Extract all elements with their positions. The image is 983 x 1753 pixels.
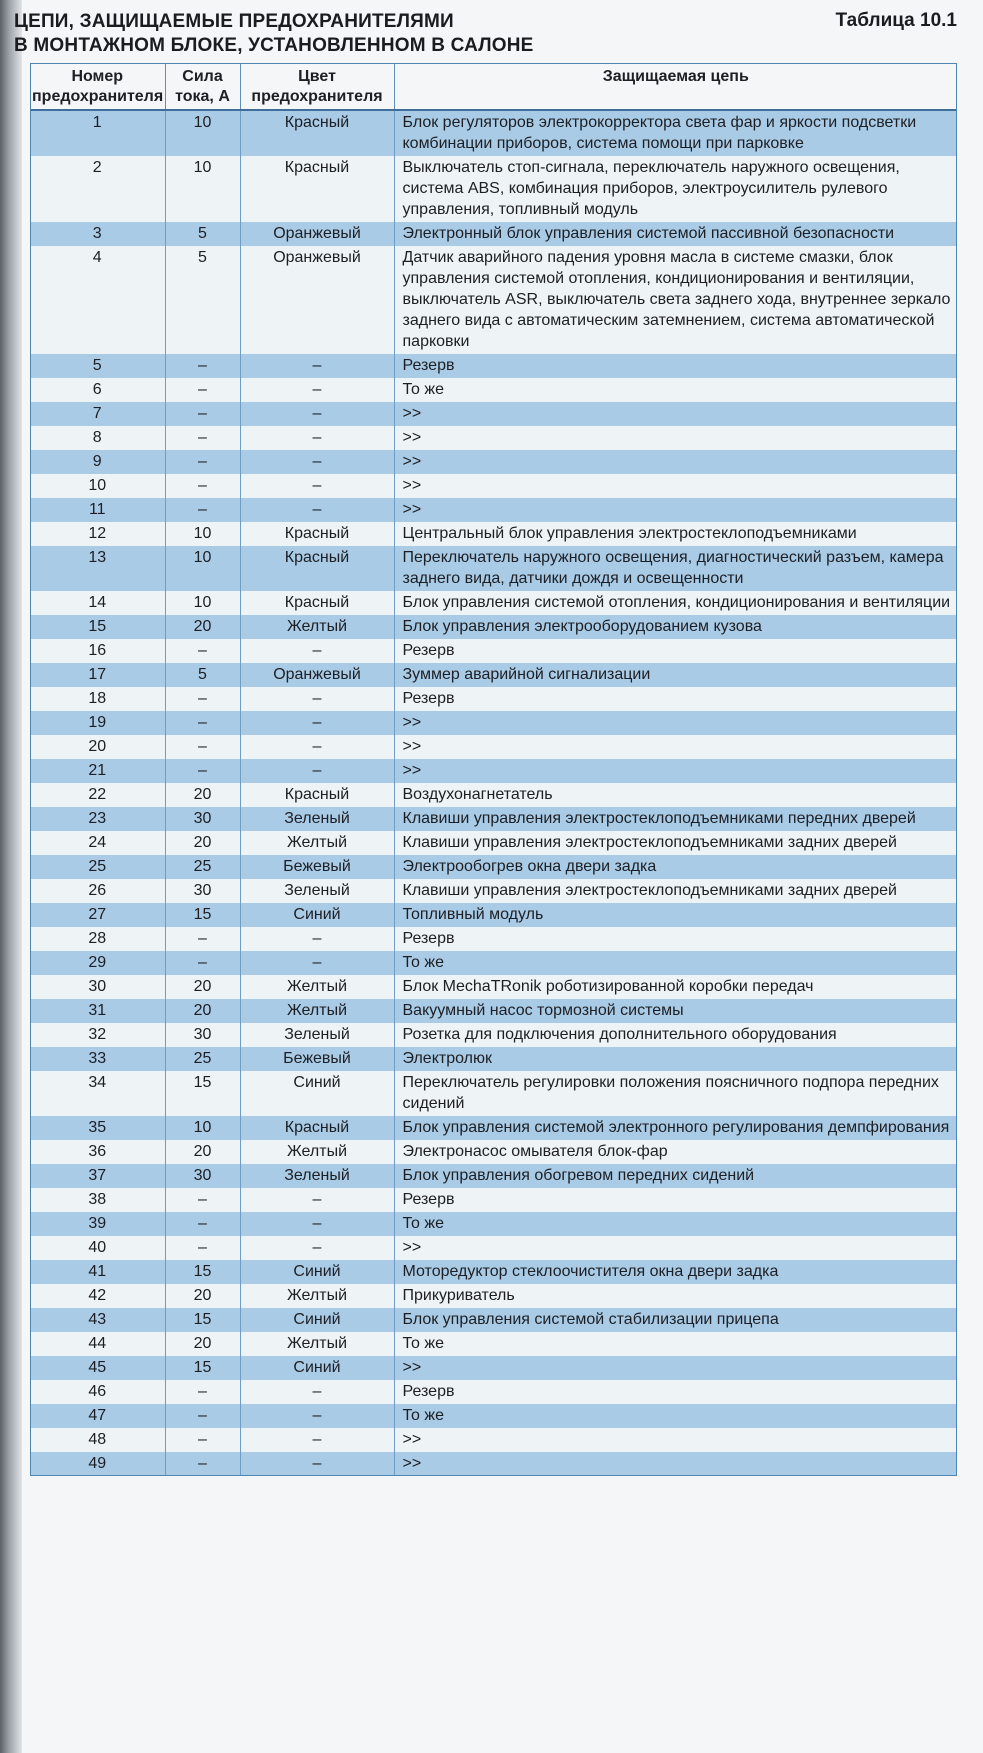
circuit-description-cell: >> [394,759,957,783]
circuit-description-cell: Центральный блок управления электростеклоподъемниками [394,522,957,546]
table-row [30,222,957,246]
fuse-number-cell: 14 [30,591,165,615]
fuse-color-cell: – [240,1452,394,1476]
fuse-number-cell: 35 [30,1116,165,1140]
circuit-description-cell: Топливный модуль [394,903,957,927]
fuse-number-cell: 24 [30,831,165,855]
fuse-number-cell: 38 [30,1188,165,1212]
circuit-description-cell: Клавиши управления электростеклоподъемниками задних дверей [394,831,957,855]
circuit-description-cell: >> [394,426,957,450]
header-fuse-color: Цвет предохранителя [240,63,394,110]
fuse-color-cell: – [240,951,394,975]
circuit-description-cell: Блок MechaTRonik роботизированной коробки передач [394,975,957,999]
circuit-description-cell: Резерв [394,927,957,951]
current-cell: – [165,1452,240,1476]
table-row [30,1260,957,1284]
fuse-number-cell: 37 [30,1164,165,1188]
table-row [30,999,957,1023]
table-row [30,1116,957,1140]
fuse-number-cell: 11 [30,498,165,522]
fuse-color-cell: Зеленый [240,879,394,903]
fuse-number-cell: 46 [30,1380,165,1404]
current-cell: 20 [165,999,240,1023]
table-row [30,498,957,522]
fuse-number-cell: 17 [30,663,165,687]
current-cell: 15 [165,903,240,927]
table-row [30,1404,957,1428]
table-row [30,975,957,999]
fuse-number-cell: 12 [30,522,165,546]
circuit-description-cell: Резерв [394,1380,957,1404]
table-row [30,1164,957,1188]
current-cell: – [165,474,240,498]
table-row [30,687,957,711]
fuse-number-cell: 30 [30,975,165,999]
circuit-description-cell: То же [394,1332,957,1356]
table-row [30,402,957,426]
current-cell: 10 [165,546,240,591]
circuit-description-cell: Резерв [394,639,957,663]
current-cell: 30 [165,1164,240,1188]
fuse-number-cell: 22 [30,783,165,807]
fuse-color-cell: Красный [240,1116,394,1140]
fuse-number-cell: 32 [30,1023,165,1047]
current-cell: – [165,498,240,522]
circuit-description-cell: Прикуриватель [394,1284,957,1308]
table-row [30,735,957,759]
circuit-description-cell: Резерв [394,354,957,378]
circuit-description-cell: Электрообогрев окна двери задка [394,855,957,879]
fuse-number-cell: 42 [30,1284,165,1308]
table-row [30,903,957,927]
fuse-number-cell: 25 [30,855,165,879]
fuse-number-cell: 18 [30,687,165,711]
table-row [30,1428,957,1452]
circuit-description-cell: То же [394,951,957,975]
fuse-color-cell: – [240,759,394,783]
fuse-number-cell: 31 [30,999,165,1023]
fuse-color-cell: Зеленый [240,1023,394,1047]
fuse-number-cell: 8 [30,426,165,450]
circuit-description-cell: То же [394,1212,957,1236]
fuse-color-cell: Синий [240,1308,394,1332]
current-cell: 25 [165,1047,240,1071]
table-header-row [30,63,957,110]
table-row [30,546,957,591]
table-row [30,1188,957,1212]
fuse-color-cell: – [240,1404,394,1428]
circuit-description-cell: Клавиши управления электростеклоподъемниками задних дверей [394,879,957,903]
fuse-number-cell: 20 [30,735,165,759]
current-cell: 15 [165,1260,240,1284]
current-cell: 25 [165,855,240,879]
circuit-description-cell: Блок управления обогревом передних сидений [394,1164,957,1188]
fuse-color-cell: Желтый [240,1284,394,1308]
fuse-color-cell: – [240,402,394,426]
table-row [30,591,957,615]
current-cell: 15 [165,1071,240,1116]
circuit-description-cell: Резерв [394,687,957,711]
circuit-description-cell: Электронасос омывателя блок-фар [394,1140,957,1164]
fuse-number-cell: 5 [30,354,165,378]
fuse-color-cell: Желтый [240,831,394,855]
table-row [30,354,957,378]
fuse-color-cell: – [240,498,394,522]
table-row [30,110,957,156]
table-row [30,855,957,879]
table-body [30,110,957,1476]
fuse-number-cell: 43 [30,1308,165,1332]
table-row [30,426,957,450]
fuse-number-cell: 13 [30,546,165,591]
fuse-number-cell: 49 [30,1452,165,1476]
fuse-number-cell: 16 [30,639,165,663]
table-number-label: Таблица 10.1 [835,10,957,31]
current-cell: – [165,450,240,474]
fuse-color-cell: – [240,354,394,378]
fuse-color-cell: – [240,639,394,663]
table-row [30,246,957,354]
fuse-color-cell: Красный [240,591,394,615]
fuse-number-cell: 26 [30,879,165,903]
table-row [30,474,957,498]
fuse-color-cell: Оранжевый [240,663,394,687]
fuse-number-cell: 36 [30,1140,165,1164]
circuit-description-cell: Блок управления системой стабилизации прицепа [394,1308,957,1332]
current-cell: – [165,951,240,975]
fuse-number-cell: 45 [30,1356,165,1380]
circuit-description-cell: >> [394,474,957,498]
current-cell: – [165,1380,240,1404]
circuit-description-cell: Электролюк [394,1047,957,1071]
table-row [30,831,957,855]
circuit-description-cell: >> [394,711,957,735]
table-row [30,783,957,807]
table-row [30,378,957,402]
fuse-color-cell: – [240,450,394,474]
fuse-color-cell: Оранжевый [240,246,394,354]
fuse-number-cell: 21 [30,759,165,783]
fuse-color-cell: Зеленый [240,807,394,831]
current-cell: 10 [165,156,240,222]
table-row [30,522,957,546]
fuse-number-cell: 28 [30,927,165,951]
current-cell: 10 [165,1116,240,1140]
fuse-number-cell: 9 [30,450,165,474]
circuit-description-cell: >> [394,498,957,522]
fuse-color-cell: Желтый [240,615,394,639]
current-cell: 30 [165,807,240,831]
circuit-description-cell: >> [394,1452,957,1476]
fuse-color-cell: – [240,1236,394,1260]
current-cell: – [165,639,240,663]
current-cell: – [165,687,240,711]
current-cell: 10 [165,591,240,615]
fuse-number-cell: 29 [30,951,165,975]
circuit-description-cell: Блок управления системой отопления, кондиционирования и вентиляции [394,591,957,615]
fuse-number-cell: 47 [30,1404,165,1428]
current-cell: – [165,1428,240,1452]
current-cell: – [165,735,240,759]
circuit-description-cell: >> [394,1236,957,1260]
fuse-color-cell: Синий [240,903,394,927]
fuse-number-cell: 15 [30,615,165,639]
fuse-color-cell: Красный [240,522,394,546]
circuit-description-cell: Вакуумный насос тормозной системы [394,999,957,1023]
current-cell: – [165,378,240,402]
table-row [30,1452,957,1476]
current-cell: 20 [165,1284,240,1308]
table-row [30,1140,957,1164]
fuse-color-cell: Бежевый [240,1047,394,1071]
fuse-number-cell: 23 [30,807,165,831]
table-row [30,1212,957,1236]
fuse-number-cell: 3 [30,222,165,246]
circuit-description-cell: Зуммер аварийной сигнализации [394,663,957,687]
fuse-color-cell: – [240,927,394,951]
fuse-color-cell: Оранжевый [240,222,394,246]
current-cell: 20 [165,783,240,807]
fuse-number-cell: 19 [30,711,165,735]
fuse-number-cell: 39 [30,1212,165,1236]
current-cell: 20 [165,975,240,999]
fuse-number-cell: 48 [30,1428,165,1452]
fuse-color-cell: Желтый [240,999,394,1023]
current-cell: 5 [165,246,240,354]
current-cell: 20 [165,1140,240,1164]
circuit-description-cell: >> [394,402,957,426]
table-row [30,1308,957,1332]
current-cell: – [165,354,240,378]
fuse-color-cell: – [240,687,394,711]
fuse-color-cell: – [240,1188,394,1212]
current-cell: 10 [165,522,240,546]
fuse-number-cell: 33 [30,1047,165,1071]
table-row [30,759,957,783]
fuse-color-cell: – [240,711,394,735]
fuse-color-cell: – [240,1428,394,1452]
current-cell: 5 [165,222,240,246]
table-row [30,1332,957,1356]
current-cell: 20 [165,831,240,855]
fuse-number-cell: 7 [30,402,165,426]
circuit-description-cell: Резерв [394,1188,957,1212]
current-cell: 15 [165,1308,240,1332]
fuse-color-cell: – [240,378,394,402]
fuse-color-cell: Желтый [240,1332,394,1356]
table-row [30,1236,957,1260]
table-row [30,927,957,951]
fuse-color-cell: Синий [240,1071,394,1116]
table-row [30,1380,957,1404]
fuse-color-cell: – [240,735,394,759]
current-cell: – [165,1212,240,1236]
circuit-description-cell: Клавиши управления электростеклоподъемниками передних дверей [394,807,957,831]
circuit-description-cell: Блок регуляторов электрокорректора света фар и яркости подсветки комбинации приборов, система помощи при парковке [394,110,957,156]
fuse-color-cell: Зеленый [240,1164,394,1188]
current-cell: – [165,402,240,426]
table-row [30,951,957,975]
circuit-description-cell: >> [394,1356,957,1380]
fuse-number-cell: 44 [30,1332,165,1356]
circuit-description-cell: >> [394,735,957,759]
circuit-description-cell: Переключатель регулировки положения поясничного подпора передних сидений [394,1071,957,1116]
table-row [30,1356,957,1380]
circuit-description-cell: Блок управления системой электронного регулирования демпфирования [394,1116,957,1140]
title-line-1: ЦЕПИ, ЗАЩИЩАЕМЫЕ ПРЕДОХРАНИТЕЛЯМИ [14,11,454,32]
fuse-number-cell: 1 [30,110,165,156]
circuit-description-cell: Выключатель стоп-сигнала, переключатель наружного освещения, система ABS, комбинация приборов, электроусилитель рулевого управления, топливный модуль [394,156,957,222]
fuse-color-cell: Желтый [240,1140,394,1164]
table-row [30,807,957,831]
circuit-description-cell: То же [394,378,957,402]
header-current: Сила тока, А [165,63,240,110]
table-row [30,639,957,663]
table-row [30,450,957,474]
table-row [30,663,957,687]
circuit-description-cell: Датчик аварийного падения уровня масла в системе смазки, блок управления системой отопления, кондиционирования и вентиляции, выключатель ASR, выключатель света заднего хода, внутреннее зеркало заднего вида с автоматическим затемнением, система автоматической парковки [394,246,957,354]
table-row [30,1047,957,1071]
current-cell: – [165,1236,240,1260]
circuit-description-cell: Переключатель наружного освещения, диагностический разъем, камера заднего вида, датчики дождя и освещенности [394,546,957,591]
table-row [30,156,957,222]
circuit-description-cell: >> [394,450,957,474]
fuse-table [30,63,957,1476]
header-fuse-number: Номер предохранителя [30,63,165,110]
header-protected-circuit: Защищаемая цепь [394,63,957,110]
current-cell: – [165,1404,240,1428]
table-row [30,711,957,735]
circuit-description-cell: Моторедуктор стеклоочистителя окна двери задка [394,1260,957,1284]
circuit-description-cell: Розетка для подключения дополнительного оборудования [394,1023,957,1047]
current-cell: – [165,711,240,735]
current-cell: 30 [165,879,240,903]
current-cell: 15 [165,1356,240,1380]
circuit-description-cell: Электронный блок управления системой пассивной безопасности [394,222,957,246]
current-cell: – [165,759,240,783]
current-cell: – [165,1188,240,1212]
table-row [30,1284,957,1308]
fuse-number-cell: 40 [30,1236,165,1260]
fuse-number-cell: 10 [30,474,165,498]
fuse-number-cell: 2 [30,156,165,222]
title-line-2: В МОНТАЖНОМ БЛОКЕ, УСТАНОВЛЕННОМ В САЛОНЕ [14,35,534,56]
fuse-color-cell: – [240,426,394,450]
page-binding-edge [0,0,22,1753]
current-cell: 20 [165,1332,240,1356]
fuse-color-cell: – [240,1380,394,1404]
fuse-number-cell: 6 [30,378,165,402]
fuse-color-cell: Синий [240,1260,394,1284]
fuse-color-cell: – [240,474,394,498]
current-cell: 30 [165,1023,240,1047]
fuse-number-cell: 41 [30,1260,165,1284]
fuse-color-cell: Красный [240,546,394,591]
fuse-color-cell: – [240,1212,394,1236]
fuse-number-cell: 27 [30,903,165,927]
current-cell: – [165,927,240,951]
fuse-color-cell: Синий [240,1356,394,1380]
circuit-description-cell: Блок управления электрооборудованием кузова [394,615,957,639]
fuse-number-cell: 34 [30,1071,165,1116]
fuse-number-cell: 4 [30,246,165,354]
fuse-color-cell: Красный [240,783,394,807]
current-cell: 20 [165,615,240,639]
circuit-description-cell: >> [394,1428,957,1452]
fuse-color-cell: Красный [240,156,394,222]
table-row [30,879,957,903]
document-title [14,10,534,58]
circuit-description-cell: То же [394,1404,957,1428]
fuse-color-cell: Бежевый [240,855,394,879]
table-row [30,1071,957,1116]
table-row [30,1023,957,1047]
circuit-description-cell: Воздухонагнетатель [394,783,957,807]
fuse-color-cell: Красный [240,110,394,156]
current-cell: 10 [165,110,240,156]
table-row [30,615,957,639]
current-cell: – [165,426,240,450]
current-cell: 5 [165,663,240,687]
fuse-color-cell: Желтый [240,975,394,999]
